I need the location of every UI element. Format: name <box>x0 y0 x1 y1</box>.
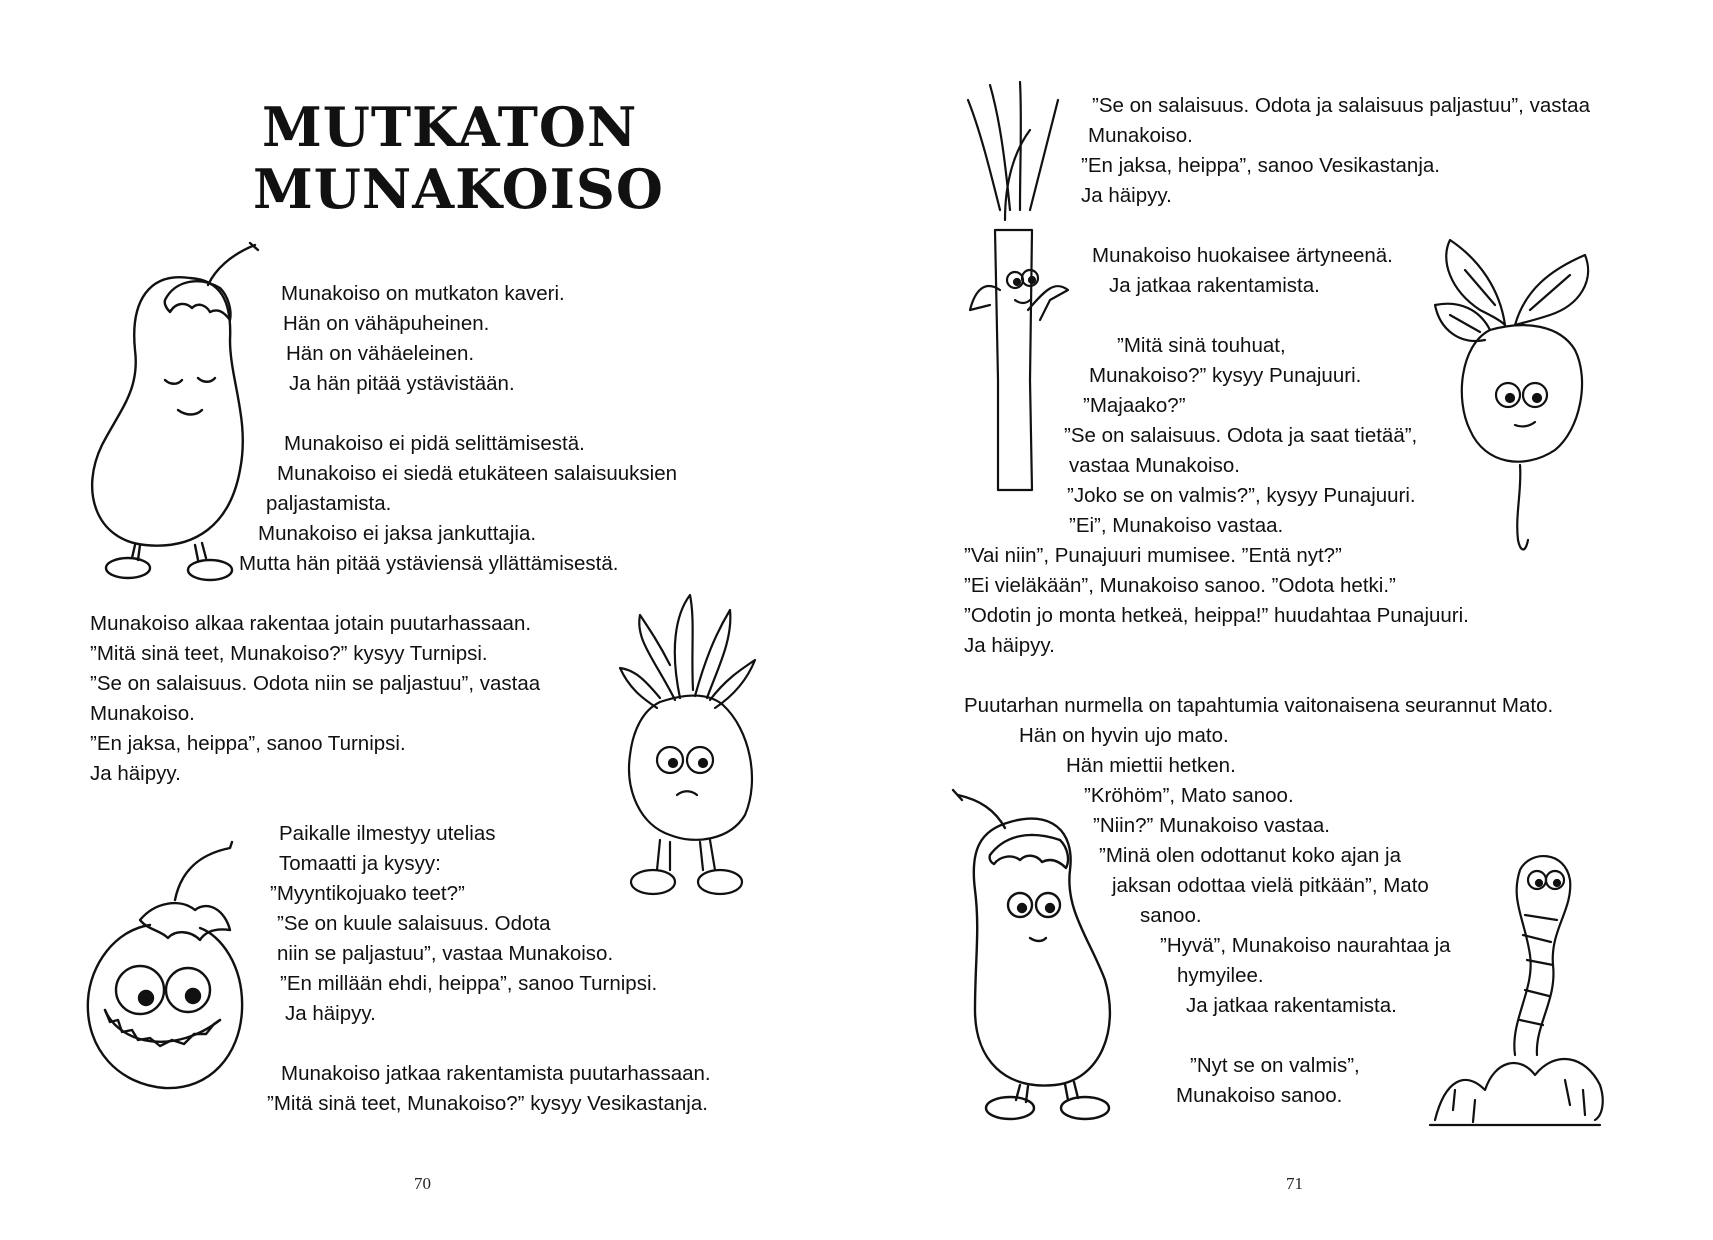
text-line: Ja jatkaa rakentamista. <box>1109 274 1320 297</box>
text-line: hymyilee. <box>1177 964 1264 987</box>
title-line-2: MUNAKOISO <box>253 157 664 221</box>
text-line: Munakoiso huokaisee ärtyneenä. <box>1092 244 1393 267</box>
text-line: ”Mitä sinä teet, Munakoiso?” kysyy Turnipsi. <box>90 642 488 665</box>
text-line: Munakoiso ei pidä selittämisestä. <box>284 432 585 455</box>
text-line: ”Ei vieläkään”, Munakoiso sanoo. ”Odota hetki.” <box>964 574 1396 597</box>
text-line: Ja häipyy. <box>90 762 181 785</box>
text-line: Munakoiso alkaa rakentaa jotain puutarhassaan. <box>90 612 532 635</box>
text-line: Munakoiso sanoo. <box>1176 1084 1343 1107</box>
text-line: paljastamista. <box>266 492 392 515</box>
text-line: Munakoiso on mutkaton kaveri. <box>281 282 565 305</box>
text-line: Hän miettii hetken. <box>1066 754 1236 777</box>
text-line: Ja jatkaa rakentamista. <box>1186 994 1397 1017</box>
text-line: Ja häipyy. <box>285 1002 376 1025</box>
text-line: ”Mitä sinä touhuat, <box>1117 334 1286 357</box>
title-line-1: MUTKATON <box>262 95 638 159</box>
text-line: Ja häipyy. <box>964 634 1055 657</box>
eggplant-character-icon <box>950 760 1140 1125</box>
text-line: Munakoiso?” kysyy Punajuuri. <box>1089 364 1362 387</box>
page-number-right: 71 <box>1286 1174 1303 1193</box>
text-line: Hän on vähäeleinen. <box>286 342 475 365</box>
text-line: ”Se on salaisuus. Odota ja salaisuus paljastuu”, vastaa <box>1092 94 1590 117</box>
text-line: ”Odotin jo monta hetkeä, heippa!” huudahtaa Punajuuri. <box>964 604 1469 627</box>
text-line: Ja häipyy. <box>1081 184 1172 207</box>
text-line: ”Ei”, Munakoiso vastaa. <box>1069 514 1284 537</box>
water-chestnut-character-icon <box>960 80 1070 500</box>
text-line: ”Niin?” Munakoiso vastaa. <box>1093 814 1330 837</box>
text-line: ”Se on salaisuus. Odota ja saat tietää”, <box>1064 424 1418 447</box>
text-line: ”Vai niin”, Punajuuri mumisee. ”Entä nyt?” <box>964 544 1342 567</box>
page-number-left: 70 <box>414 1174 431 1193</box>
text-line: Puutarhan nurmella on tapahtumia vaitonaisena seurannut Mato. <box>964 694 1554 717</box>
text-line: vastaa Munakoiso. <box>1069 454 1240 477</box>
text-line: ”Se on kuule salaisuus. Odota <box>277 912 551 935</box>
text-line: Mutta hän pitää ystäviensä yllättämisestä. <box>239 552 619 575</box>
text-line: Munakoiso. <box>90 702 195 725</box>
tomato-character-icon <box>80 840 250 1100</box>
text-line: sanoo. <box>1140 904 1202 927</box>
beetroot-character-icon <box>1430 220 1605 560</box>
text-line: ”Se on salaisuus. Odota niin se paljastuu”, vastaa <box>90 672 541 695</box>
text-line: ”En millään ehdi, heippa”, sanoo Turnipsi. <box>280 972 658 995</box>
text-line: Hän on hyvin ujo mato. <box>1019 724 1229 747</box>
eggplant-character-icon <box>80 240 280 580</box>
text-line: ”En jaksa, heippa”, sanoo Vesikastanja. <box>1081 154 1440 177</box>
text-line: ”Kröhöm”, Mato sanoo. <box>1084 784 1294 807</box>
worm-character-icon <box>1425 840 1605 1130</box>
text-line: ”Majaako?” <box>1083 394 1186 417</box>
text-line: jaksan odottaa vielä pitkään”, Mato <box>1112 874 1429 897</box>
text-line: niin se paljastuu”, vastaa Munakoiso. <box>277 942 614 965</box>
text-line: Hän on vähäpuheinen. <box>283 312 490 335</box>
text-line: Paikalle ilmestyy utelias <box>279 822 496 845</box>
text-line: ”Minä olen odottanut koko ajan ja <box>1099 844 1402 867</box>
text-line: Munakoiso ei siedä etukäteen salaisuuksien <box>277 462 678 485</box>
text-line: Munakoiso. <box>1088 124 1193 147</box>
text-line: ”Hyvä”, Munakoiso naurahtaa ja <box>1160 934 1451 957</box>
text-line: ”Nyt se on valmis”, <box>1190 1054 1360 1077</box>
text-line: ”Mitä sinä teet, Munakoiso?” kysyy Vesikastanja. <box>267 1092 708 1115</box>
text-line: Munakoiso ei jaksa jankuttajia. <box>258 522 537 545</box>
turnip-character-icon <box>615 590 765 910</box>
text-line: Munakoiso jatkaa rakentamista puutarhassaan. <box>281 1062 711 1085</box>
text-line: ”En jaksa, heippa”, sanoo Turnipsi. <box>90 732 406 755</box>
text-line: ”Joko se on valmis?”, kysyy Punajuuri. <box>1067 484 1416 507</box>
text-line: ”Myyntikojuako teet?” <box>270 882 465 905</box>
text-line: Tomaatti ja kysyy: <box>279 852 441 875</box>
text-line: Ja hän pitää ystävistään. <box>289 372 515 395</box>
